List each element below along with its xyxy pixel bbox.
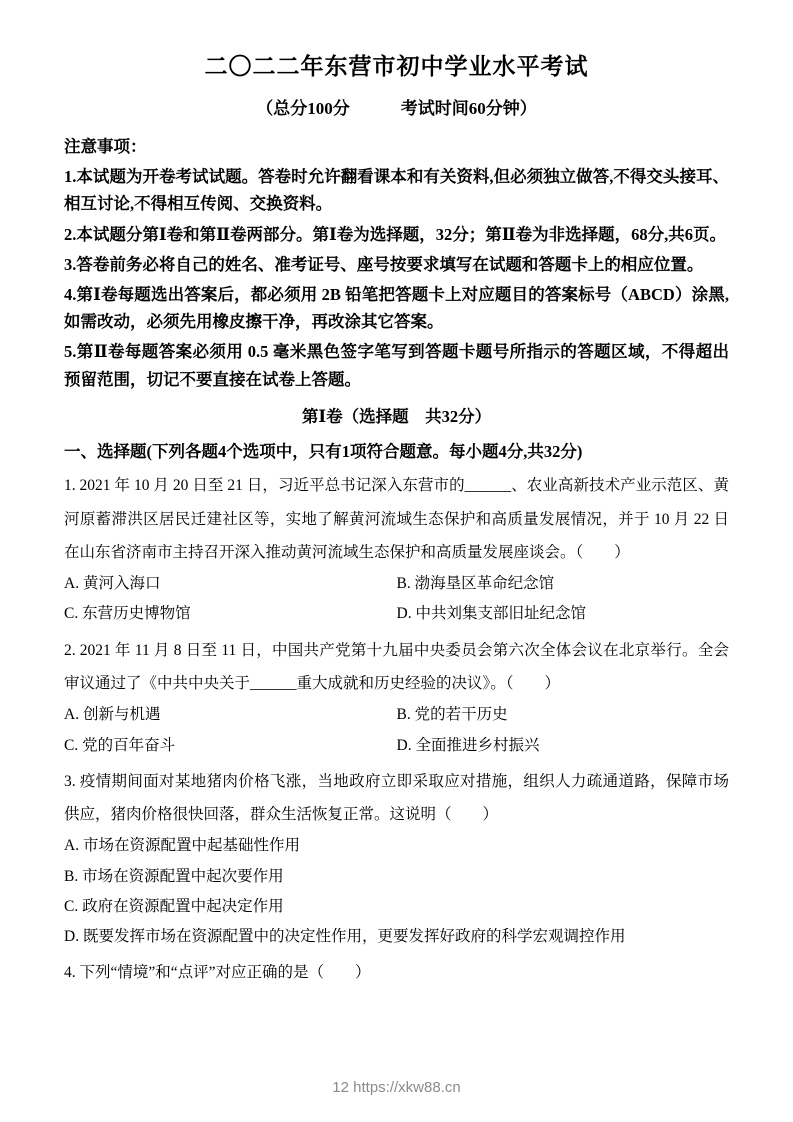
section1-intro: 一、选择题(下列各题4个选项中，只有1项符合题意。每小题4分,共32分): [64, 442, 583, 462]
question-2-options: [64, 700, 729, 760]
question-3-option-c: C. 政府在资源配置中起决定作用: [64, 897, 284, 915]
question-2-option-c: C. 党的百年奋斗: [64, 736, 176, 754]
exam-title: 二〇二二年东营市初中学业水平考试: [204, 54, 589, 79]
question-2-option-b: B. 党的若干历史: [396, 706, 508, 724]
question-4: [64, 956, 729, 989]
question-2-option-a: A. 创新与机遇: [64, 706, 161, 724]
notice-item-1: 1.本试题为开卷考试试题。答卷时允许翻看课本和有关资料,但必须独立做答,不得交头接耳、相互讨论,不得相互传阅、交换资料。: [64, 167, 729, 214]
question-1-option-d: D. 中共刘集支部旧址纪念馆: [396, 605, 586, 623]
exam-subtitle: （总分100分 考试时间60分钟）: [256, 98, 537, 118]
question-2: [64, 634, 729, 761]
notice-header: 注意事项：: [64, 136, 147, 156]
question-3-option-a: A. 市场在资源配置中起基础性作用: [64, 837, 300, 855]
question-2-stem: 2. 2021 年 11 月 8 日至 11 日，中国共产党第十九届中央委员会第六次全体会议在北京举行。全会审议通过了《中共中央关于______重大成就和历史经验的决议》。（ ）: [64, 641, 729, 692]
question-1-option-a: A. 黄河入海口: [64, 575, 161, 593]
notice-item-3: 3.答卷前务必将自己的姓名、准考证号、座号按要求填写在试题和答题卡上的相应位置。: [64, 254, 704, 274]
notice-item-2: 2.本试题分第Ⅰ卷和第Ⅱ卷两部分。第Ⅰ卷为选择题，32分；第Ⅱ卷为非选择题，68分,共6页。: [64, 224, 726, 244]
section1-header: 第Ⅰ卷（选择题 共32分）: [301, 406, 492, 426]
page-footer-watermark: 12 https://xkw88.cn: [332, 1079, 461, 1096]
question-3-options: [64, 831, 729, 952]
question-3-option-d: D. 既要发挥市场在资源配置中的决定性作用，更要发挥好政府的科学宏观调控作用: [64, 928, 626, 946]
question-1-option-c: C. 东营历史博物馆: [64, 605, 191, 623]
question-1: [64, 469, 729, 629]
question-3: [64, 765, 729, 953]
question-3-stem: 3. 疫情期间面对某地猪肉价格飞涨，当地政府立即采取应对措施，组织人力疏通道路，保障市场供应，猪肉价格很快回落，群众生活恢复正常。这说明（ ）: [64, 772, 729, 824]
question-3-option-b: B. 市场在资源配置中起次要作用: [64, 867, 284, 885]
notice-item-5: 5.第Ⅱ卷每题答案必须用 0.5 毫米黑色签字笔写到答题卡题号所指示的答题区域，不得超出预留范围，切记不要直接在试卷上答题。: [64, 342, 729, 389]
question-1-option-b: B. 渤海垦区革命纪念馆: [396, 575, 555, 593]
notice-item-4: 4.第Ⅰ卷每题选出答案后，都必须用 2B 铅笔把答题卡上对应题目的答案标号（ABCD）涂黑,如需改动，必须先用橡皮擦干净，再改涂其它答案。: [64, 284, 729, 332]
question-4-stem: 4. 下列“情境”和“点评”对应正确的是（ ）: [64, 964, 371, 982]
question-2-option-d: D. 全面推进乡村振兴: [396, 736, 540, 754]
question-1-options: [64, 569, 729, 629]
question-1-stem: 1. 2021 年 10 月 20 日至 21 日，习近平总书记深入东营市的______、农业高新技术产业示范区、黄河原蓄滞洪区居民迁建社区等，实地了解黄河流域生态保护和高质量发展情况，并于 10 月 22 日在山东省济南市主持召开深入推动黄河流域生态保护和高质量发展座谈会。（ ）: [64, 477, 729, 561]
